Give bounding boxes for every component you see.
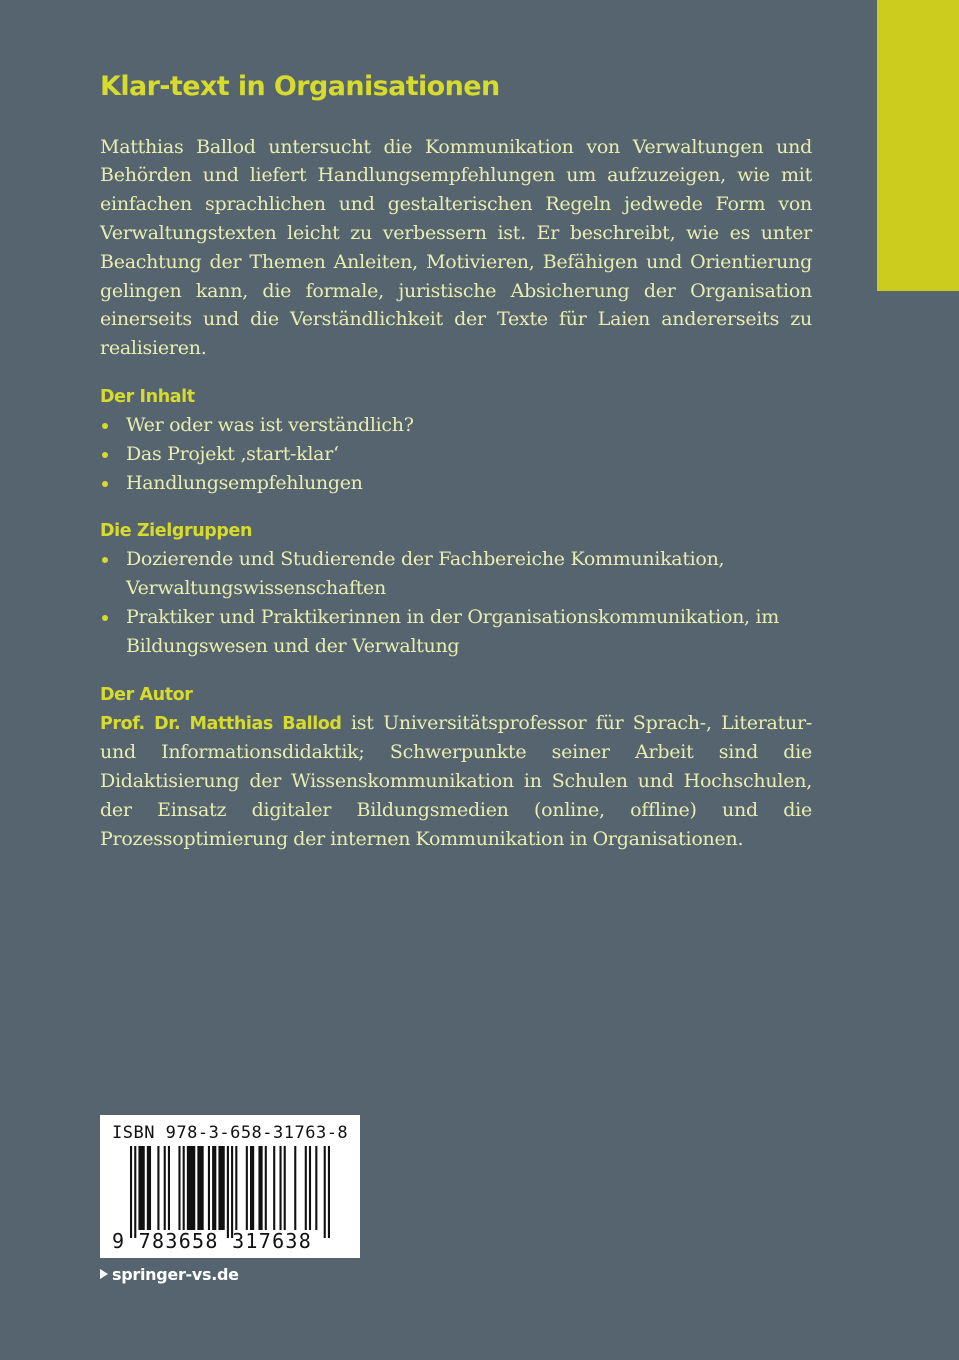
barcode-bar bbox=[183, 1146, 185, 1230]
barcode-bar bbox=[138, 1146, 144, 1230]
barcode-bar bbox=[208, 1146, 210, 1230]
author-paragraph bbox=[100, 709, 812, 854]
barcode-bar bbox=[284, 1146, 286, 1230]
bullet-icon bbox=[102, 452, 108, 458]
barcode-bar bbox=[246, 1146, 248, 1230]
bullet-icon bbox=[102, 481, 108, 487]
bullet-icon bbox=[102, 557, 108, 563]
barcode-bar bbox=[328, 1146, 330, 1238]
list-item: Handlungsempfehlungen bbox=[100, 469, 812, 498]
barcode-bar bbox=[218, 1146, 224, 1230]
ean-digits: 9 783658 317638 bbox=[112, 1229, 313, 1253]
barcode-bar bbox=[164, 1146, 166, 1230]
barcode-bar bbox=[324, 1146, 326, 1238]
isbn-barcode bbox=[100, 1115, 360, 1258]
barcode-bar bbox=[178, 1146, 180, 1230]
barcode-bar bbox=[168, 1146, 170, 1230]
barcode-bar bbox=[265, 1146, 267, 1230]
intro-paragraph: Matthias Ballod untersucht die Kommunikation von Verwaltungen und Behörden und liefert Handlungsempfehlungen um aufzuzeigen, wie mit einfachen sprachlichen und gestalterischen Regeln jedwede Form von Verwaltungstexten leicht zu verbessern ist. Er beschreibt, wie es unter Beachtung der Themen Anleiten, Motivieren, Befähigen und Orientierung gelingen kann, die formale, juristische Absicherung der Organisation einerseits und die Verständlichkeit der Texte für Laien andererseits zu realisieren. bbox=[100, 135, 812, 360]
section-heading-zielgruppen: Die Zielgruppen bbox=[100, 521, 253, 542]
publisher-website[interactable] bbox=[100, 1265, 239, 1284]
accent-bar bbox=[877, 0, 959, 291]
list-item: Praktiker und Praktikerinnen in der Organisationskommunikation, im Bildungswesen und der Verwaltung bbox=[100, 603, 812, 661]
barcode-bar bbox=[235, 1146, 237, 1230]
barcode-bar bbox=[250, 1146, 254, 1230]
list-item: Das Projekt ‚start-klar‘ bbox=[100, 440, 812, 469]
arrow-right-icon bbox=[100, 1269, 108, 1279]
barcode-bar bbox=[279, 1146, 281, 1230]
list-item: Wer oder was ist verständlich? bbox=[100, 411, 812, 440]
website-label: springer-vs.de bbox=[112, 1265, 239, 1284]
barcode-bar bbox=[227, 1146, 229, 1238]
barcode-bar bbox=[315, 1146, 317, 1230]
barcode-bar bbox=[134, 1146, 136, 1238]
author-name: Prof. Dr. Matthias Ballod bbox=[100, 713, 342, 734]
barcode-bar bbox=[309, 1146, 311, 1230]
bullet-icon bbox=[102, 615, 108, 621]
barcode-bar bbox=[273, 1146, 275, 1230]
book-title: Klar-text in Organisationen bbox=[100, 71, 500, 102]
author-bio: ist Universitätsprofessor für Sprach-, Literatur- und Informationsdidaktik; Schwerpunkte seiner Arbeit sind die Didaktisierung der Wissenskommunikation in Schulen und Hochschulen, der Einsatz digitaler Bildungsmedien (online, offline) und die Prozessoptimierung der internen Kommunikation in Organisationen. bbox=[100, 711, 812, 850]
isbn-label: ISBN 978-3-658-31763-8 bbox=[112, 1123, 349, 1143]
barcode-bar bbox=[294, 1146, 296, 1230]
barcode-bar bbox=[197, 1146, 203, 1230]
barcode-bar bbox=[147, 1146, 151, 1230]
inhalt-list bbox=[100, 411, 812, 497]
barcode-bar bbox=[130, 1146, 132, 1238]
section-heading-autor: Der Autor bbox=[100, 684, 193, 705]
list-item: Dozierende und Studierende der Fachbereiche Kommunikation, Verwaltungswissenschaften bbox=[100, 545, 812, 603]
barcode-bar bbox=[305, 1146, 307, 1230]
barcode-bar bbox=[212, 1146, 216, 1230]
back-cover-text bbox=[100, 72, 812, 854]
barcode-bar bbox=[187, 1146, 195, 1230]
bullet-icon bbox=[102, 423, 108, 429]
barcode-bar bbox=[258, 1146, 262, 1230]
barcode-bar bbox=[157, 1146, 159, 1230]
zielgruppen-list bbox=[100, 545, 812, 660]
section-heading-inhalt: Der Inhalt bbox=[100, 387, 195, 408]
barcode-bar bbox=[231, 1146, 233, 1238]
